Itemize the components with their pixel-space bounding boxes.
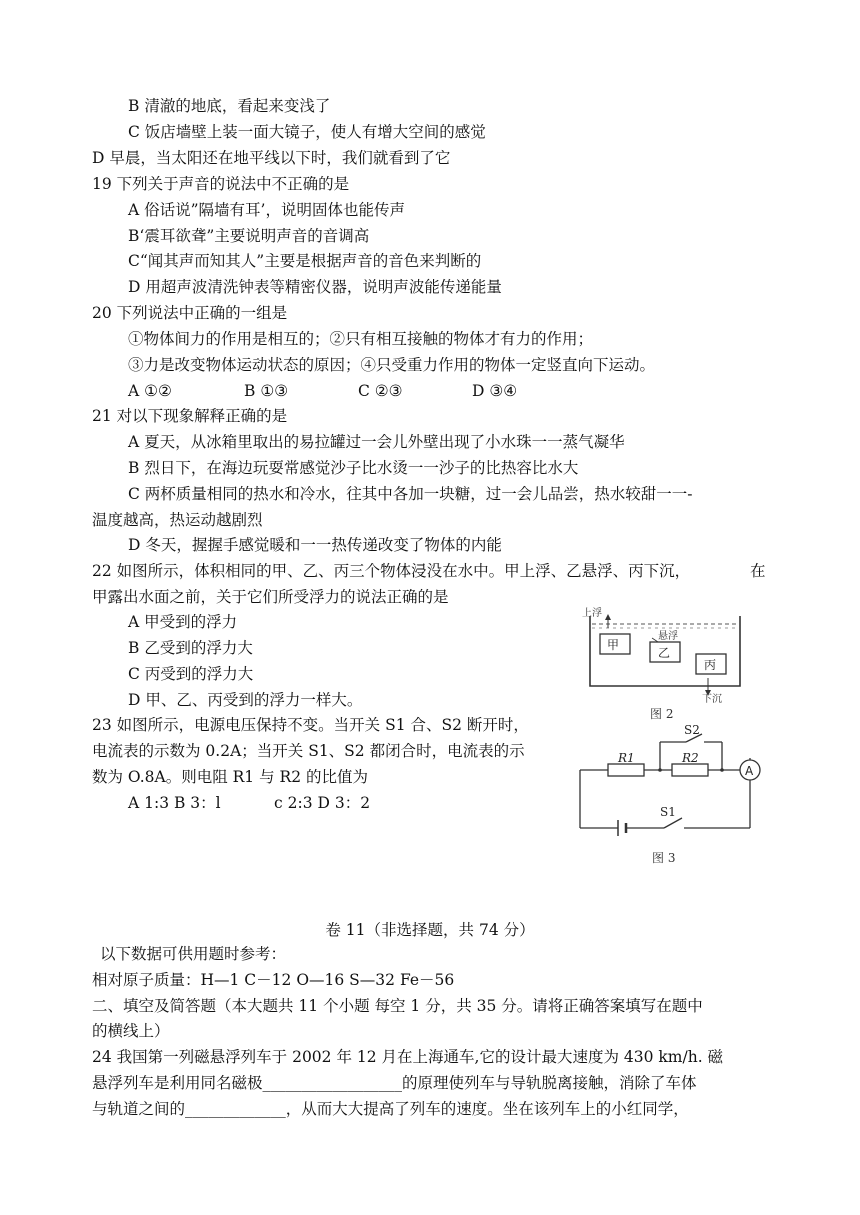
- part-2-heading: 二、填空及简答题（本大题共 11 个小题 每空 1 分，共 35 分。请将正确答案填写在题中: [92, 997, 703, 1015]
- question-22-tail: 在: [750, 562, 766, 580]
- reference-note: 以下数据可供用题时参考：: [100, 945, 287, 963]
- s2-label: S2: [684, 723, 700, 737]
- option-line: A 夏天，从冰箱里取出的易拉罐过一会儿外壁出现了小水珠一一蒸气凝华: [128, 433, 625, 451]
- question-24-line3: 与轨道之间的_____________，从而大大提高了列车的速度。坐在该列车上的小红同学，: [92, 1100, 689, 1118]
- statement-line: ①物体间力的作用是相互的；②只有相互接触的物体才有力的作用；: [128, 330, 594, 348]
- part-2-heading-cont: 的横线上）: [92, 1022, 170, 1040]
- s1-label: S1: [660, 805, 676, 819]
- question-22-line2: 甲露出水面之前，关于它们所受浮力的说法正确的是: [92, 588, 449, 606]
- option-line: B 清澈的地底，看起来变浅了: [128, 97, 331, 115]
- option-d: D ③④: [472, 382, 518, 400]
- atomic-mass-line: 相对原子质量：H—1 C－12 O—16 S—32 Fe－56: [92, 971, 455, 989]
- figure-3: [572, 720, 768, 870]
- label-sink: 下沉: [702, 694, 722, 705]
- options-ab: A 1:3 B 3：l: [128, 794, 221, 812]
- option-line: C 丙受到的浮力大: [128, 665, 254, 683]
- option-line: C“闻其声而知其人”主要是根据声音的音色来判断的: [128, 252, 482, 270]
- question-24-line2: 悬浮列车是利用同名磁极__________________的原理使列车与导轨脱离接触，消除了车体: [92, 1074, 697, 1092]
- option-line: D 用超声波清洗钟表等精密仪器，说明声波能传递能量: [128, 278, 502, 296]
- label-jia: 甲: [607, 638, 620, 652]
- label-float: 悬浮: [658, 631, 678, 642]
- option-line: A 甲受到的浮力: [128, 613, 238, 631]
- question-23-line2: 电流表的示数为 0.2A；当开关 S1、S2 都闭合时，电流表的示: [92, 742, 525, 760]
- section-title: 卷 11（非选择题，共 74 分）: [325, 921, 535, 939]
- option-b: B ①③: [244, 382, 289, 400]
- question-23-line3: 数为 O.8A。则电阻 R1 与 R2 的比值为: [92, 768, 368, 786]
- option-line: A 俗话说”隔墙有耳’，说明固体也能传声: [128, 201, 405, 219]
- label-yi: 乙: [658, 646, 671, 660]
- option-line: B 烈日下，在海边玩耍常感觉沙子比水烫一一沙子的比热容比水大: [128, 459, 579, 477]
- option-line: B‘震耳欲聋”主要说明声音的音调高: [128, 227, 370, 245]
- statement-line: ③力是改变物体运动状态的原因；④只受重力作用的物体一定竖直向下运动。: [128, 356, 656, 374]
- option-line: D 甲、乙、丙受到的浮力一样大。: [128, 691, 363, 709]
- question-21: 21 对以下现象解释正确的是: [92, 407, 288, 425]
- label-up: 上浮: [582, 608, 602, 619]
- question-23: 23 如图所示，电源电压保持不变。当开关 S1 合、S2 断开时，: [92, 716, 529, 734]
- question-22: 22 如图所示，体积相同的甲、乙、丙三个物体浸没在水中。甲上浮、乙悬浮、丙下沉，: [92, 562, 691, 580]
- question-24: 24 我国第一列磁悬浮列车于 2002 年 12 月在上海通车,它的设计最大速度为 430 km/h. 磁: [92, 1048, 724, 1066]
- label-bing: 丙: [704, 658, 717, 672]
- figure-2: [578, 606, 758, 726]
- option-line: C 两杯质量相同的热水和冷水，往其中各加一块糖，过一会儿品尝，热水较甜一一-: [128, 485, 693, 503]
- figure-2-caption: 图 2: [650, 707, 674, 721]
- question-19: 19 下列关于声音的说法中不正确的是: [92, 175, 350, 193]
- options-cd: c 2:3 D 3：2: [274, 794, 371, 812]
- question-20: 20 下列说法中正确的一组是: [92, 304, 288, 322]
- r2-label: R2: [682, 751, 699, 765]
- option-a: A ①②: [128, 382, 172, 400]
- option-c: C ②③: [358, 382, 403, 400]
- option-line: D 冬天，握握手感觉暖和一一热传递改变了物体的内能: [128, 536, 502, 554]
- r1-label: R1: [618, 751, 635, 765]
- ammeter-label: A: [745, 764, 754, 778]
- figure-3-caption: 图 3: [652, 851, 676, 865]
- option-line: C 饭店墙壁上装一面大镜子，使人有增大空间的感觉: [128, 123, 486, 141]
- option-line: D 早晨，当太阳还在地平线以下时，我们就看到了它: [92, 149, 451, 167]
- option-line: B 乙受到的浮力大: [128, 639, 253, 657]
- option-line: 温度越高，热运动越剧烈: [92, 511, 263, 529]
